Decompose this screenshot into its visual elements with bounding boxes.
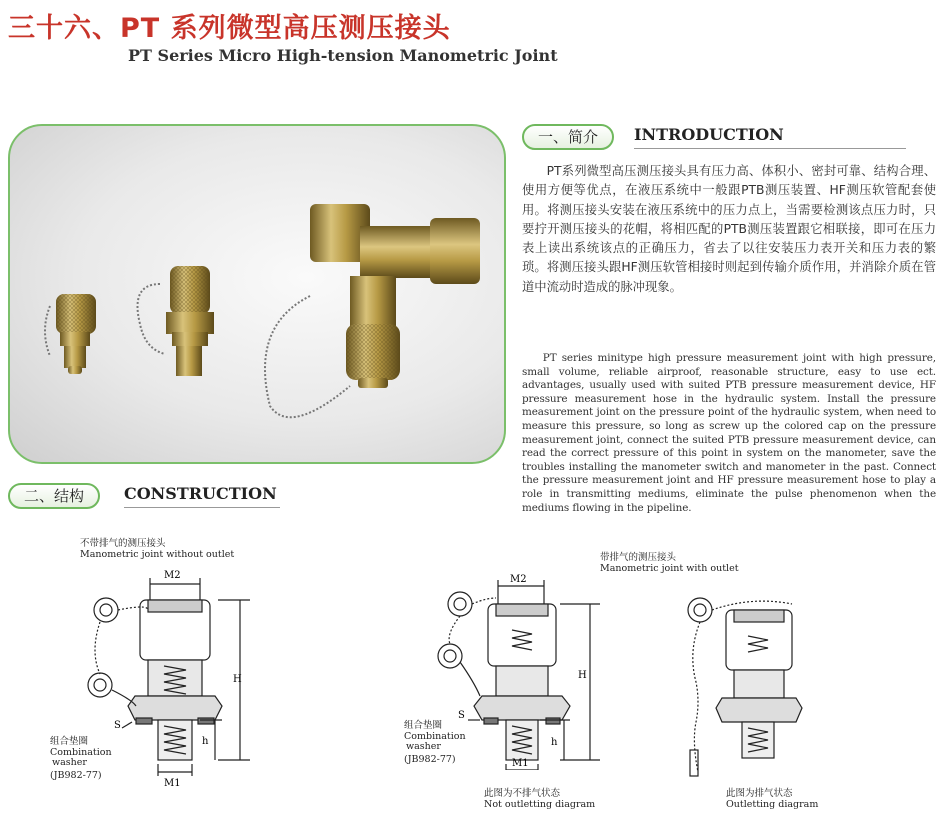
right-washer-cn: 组合垫圈 [404, 720, 443, 731]
caption-outletting-cn: 此图为排气状态 [726, 788, 793, 799]
intro-heading-cn: 一、简介 [522, 124, 614, 150]
intro-text-en: PT series minitype high pressure measurement joint with high pressure, small volume, reliable airproof, reasonable structure, easy to use ect. advantages, usually used with suited PTB pressure measurement device, HF pressure measurement hose in the hydraulic system. Install the pressure measurement joint on the pressure point of the hydraulic system, when need to measure this pressure, so long as screw up the colored cap on the pressure measurement joint, connect the suited PTB pressure measurement device, can read the correct pressure of this point in system on the manometer, save the troubles installing the manometer switch and manometer in the past. Connect the pressure measurement joint and HF pressure measurement hose to play a role in transmitting mediums, eliminate the pulse phenomenon when the mediums flowing in the pipeline. [522, 352, 936, 514]
left-washer-cn: 组合垫圈 [50, 736, 89, 747]
left-m2-label: M2 [164, 570, 181, 581]
intro-section-header [522, 124, 936, 148]
left-m1-label: M1 [164, 778, 181, 789]
caption-outletting-en: Outletting diagram [726, 799, 819, 810]
small-joint-1 [45, 294, 96, 374]
construction-section-header [8, 483, 298, 507]
right-m1-label: M1 [512, 758, 529, 769]
small-joint-2 [138, 266, 215, 376]
right-h-small-label: h [551, 737, 558, 748]
tee-joint [265, 204, 480, 417]
caption-not-outletting-en: Not outletting diagram [484, 799, 596, 810]
intro-text-cn: PT系列微型高压测压接头具有压力高、体积小、密封可靠、结构合理、使用方便等优点，在液压系统中一般跟PTB测压装置、HF测压软管配套使用。将测压接头安装在液压系统中的压力点上，当需要检测该点压力时，只要拧开测压接头的花帽，将相匹配的PTB测压装置跟它相联接，即可在压力表上读出系统该点的正确压力，省去了以往安装压力表开关和压力表的繁琐。将测压接头跟HF测压软管相接时则起到传输介质作用，并消除介质在管道中流动时造成的脉冲现象。 [522, 164, 936, 294]
product-photo-illustration [10, 126, 504, 462]
left-diagram-label-cn: 不带排气的测压接头 [80, 538, 166, 549]
left-s-label: S [114, 720, 121, 731]
right-diagram-outletting [660, 580, 810, 780]
construction-heading-en: CONSTRUCTION [124, 484, 277, 503]
caption-not-outletting-cn: 此图为不排气状态 [484, 788, 561, 799]
intro-heading-underline [634, 148, 906, 149]
left-h-small-label: h [202, 736, 209, 747]
left-washer-std: (JB982-77) [50, 770, 102, 781]
right-washer-std: (JB982-77) [404, 754, 456, 765]
right-diagram-label-cn: 带排气的测压接头 [600, 552, 677, 563]
right-diagram-label-en: Manometric joint with outlet [600, 563, 739, 574]
left-washer-en1: Combination [50, 747, 112, 758]
page-title-cn: 三十六、PT 系列微型高压测压接头 [8, 13, 451, 44]
right-s-label: S [458, 710, 465, 721]
intro-heading-en: INTRODUCTION [634, 125, 784, 144]
right-h-big-label: H [578, 670, 587, 681]
left-diagram-label-en: Manometric joint without outlet [80, 549, 235, 560]
construction-heading-cn: 二、结构 [8, 483, 100, 509]
left-washer-en2: washer [52, 757, 87, 768]
right-washer-en2: washer [406, 741, 441, 752]
right-m2-label: M2 [510, 574, 527, 585]
left-h-big-label: H [233, 674, 242, 685]
page-title-en: PT Series Micro High-tension Manometric Joint [128, 46, 558, 65]
product-photo [8, 124, 506, 464]
construction-heading-underline [124, 507, 280, 508]
right-washer-en1: Combination [404, 731, 466, 742]
